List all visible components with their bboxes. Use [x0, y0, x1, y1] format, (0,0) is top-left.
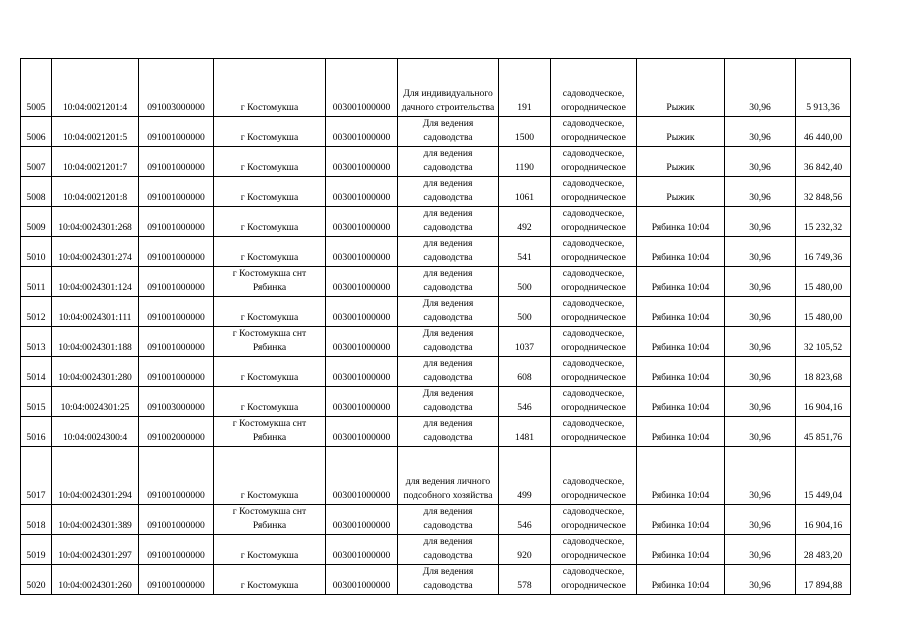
locality-cell: г Костомукша	[214, 147, 326, 177]
table-row	[21, 267, 851, 297]
okato-code-cell: 091003000000	[139, 59, 214, 117]
locality-cell: г Костомукша снт Рябинка	[214, 505, 326, 535]
cadastral-rate-cell: 30,96	[725, 357, 796, 387]
cadastral-rate-cell: 30,96	[725, 207, 796, 237]
address-cell: Рябинка 10:04	[637, 565, 725, 595]
cadastral-rate-cell: 30,96	[725, 267, 796, 297]
row-number-cell: 5016	[21, 417, 52, 447]
area-cell: 546	[499, 505, 551, 535]
cadastral-number-cell: 10:04:0021201:4	[52, 59, 139, 117]
table-row	[21, 177, 851, 207]
land-category-cell: садоводческое, огородническое	[551, 117, 637, 147]
cadastral-rate-cell: 30,96	[725, 297, 796, 327]
cadastral-number-cell: 10:04:0021201:5	[52, 117, 139, 147]
row-number-cell: 5005	[21, 59, 52, 117]
cadastral-cost-cell: 32 105,52	[796, 327, 851, 357]
okato-code-cell: 091001000000	[139, 535, 214, 565]
cadastral-cost-cell: 32 848,56	[796, 177, 851, 207]
permitted-use-cell: для ведения садоводства	[398, 147, 499, 177]
row-number-cell: 5010	[21, 237, 52, 267]
area-cell: 608	[499, 357, 551, 387]
okato-code-cell: 091001000000	[139, 147, 214, 177]
locality-cell: г Костомукша	[214, 59, 326, 117]
land-category-cell: садоводческое, огородническое	[551, 237, 637, 267]
locality-cell: г Костомукша	[214, 117, 326, 147]
cadastral-number-cell: 10:04:0024301:25	[52, 387, 139, 417]
cadastral-cost-cell: 18 823,68	[796, 357, 851, 387]
address-cell: Рыжик	[637, 59, 725, 117]
permitted-use-cell: Для ведения садоводства	[398, 297, 499, 327]
area-cell: 500	[499, 297, 551, 327]
table-row	[21, 117, 851, 147]
cadastral-number-cell: 10:04:0024300:4	[52, 417, 139, 447]
permitted-use-cell: для ведения садоводства	[398, 417, 499, 447]
table-row	[21, 327, 851, 357]
locality-cell: г Костомукша снт Рябинка	[214, 327, 326, 357]
oktmo-code-cell: 003001000000	[326, 387, 398, 417]
cadastral-number-cell: 10:04:0021201:8	[52, 177, 139, 207]
land-category-cell: садоводческое, огородническое	[551, 357, 637, 387]
land-category-cell: садоводческое, огородническое	[551, 147, 637, 177]
permitted-use-cell: для ведения личного подсобного хозяйства	[398, 447, 499, 505]
address-cell: Рыжик	[637, 117, 725, 147]
row-number-cell: 5009	[21, 207, 52, 237]
oktmo-code-cell: 003001000000	[326, 177, 398, 207]
cadastral-number-cell: 10:04:0024301:389	[52, 505, 139, 535]
okato-code-cell: 091003000000	[139, 387, 214, 417]
address-cell: Рыжик	[637, 177, 725, 207]
okato-code-cell: 091001000000	[139, 117, 214, 147]
cadastral-rate-cell: 30,96	[725, 237, 796, 267]
area-cell: 1190	[499, 147, 551, 177]
permitted-use-cell: Для ведения садоводства	[398, 387, 499, 417]
cadastral-cost-cell: 15 480,00	[796, 297, 851, 327]
address-cell: Рябинка 10:04	[637, 387, 725, 417]
address-cell: Рябинка 10:04	[637, 417, 725, 447]
oktmo-code-cell: 003001000000	[326, 207, 398, 237]
cadastral-rate-cell: 30,96	[725, 417, 796, 447]
permitted-use-cell: для ведения садоводства	[398, 267, 499, 297]
address-cell: Рябинка 10:04	[637, 535, 725, 565]
row-number-cell: 5006	[21, 117, 52, 147]
row-number-cell: 5015	[21, 387, 52, 417]
area-cell: 1500	[499, 117, 551, 147]
table-row	[21, 535, 851, 565]
land-category-cell: садоводческое, огородническое	[551, 387, 637, 417]
row-number-cell: 5020	[21, 565, 52, 595]
cadastral-cost-cell: 5 913,36	[796, 59, 851, 117]
table-row	[21, 207, 851, 237]
table-row	[21, 505, 851, 535]
oktmo-code-cell: 003001000000	[326, 237, 398, 267]
area-cell: 1481	[499, 417, 551, 447]
permitted-use-cell: Для ведения садоводства	[398, 327, 499, 357]
oktmo-code-cell: 003001000000	[326, 357, 398, 387]
cadastral-number-cell: 10:04:0024301:294	[52, 447, 139, 505]
oktmo-code-cell: 003001000000	[326, 535, 398, 565]
cadastral-cost-cell: 46 440,00	[796, 117, 851, 147]
table-row	[21, 147, 851, 177]
area-cell: 499	[499, 447, 551, 505]
okato-code-cell: 091002000000	[139, 417, 214, 447]
table-row	[21, 387, 851, 417]
area-cell: 191	[499, 59, 551, 117]
table-row	[21, 297, 851, 327]
okato-code-cell: 091001000000	[139, 505, 214, 535]
address-cell: Рябинка 10:04	[637, 327, 725, 357]
cadastral-rate-cell: 30,96	[725, 327, 796, 357]
permitted-use-cell: для ведения садоводства	[398, 207, 499, 237]
locality-cell: г Костомукша	[214, 535, 326, 565]
cadastral-cost-cell: 15 449,04	[796, 447, 851, 505]
address-cell: Рябинка 10:04	[637, 447, 725, 505]
land-category-cell: садоводческое, огородническое	[551, 59, 637, 117]
address-cell: Рябинка 10:04	[637, 357, 725, 387]
address-cell: Рябинка 10:04	[637, 237, 725, 267]
cadastral-cost-cell: 15 480,00	[796, 267, 851, 297]
locality-cell: г Костомукша	[214, 565, 326, 595]
oktmo-code-cell: 003001000000	[326, 447, 398, 505]
address-cell: Рябинка 10:04	[637, 297, 725, 327]
cadastral-rate-cell: 30,96	[725, 387, 796, 417]
table-row	[21, 447, 851, 505]
locality-cell: г Костомукша	[214, 207, 326, 237]
cadastral-rate-cell: 30,96	[725, 59, 796, 117]
area-cell: 541	[499, 237, 551, 267]
locality-cell: г Костомукша	[214, 237, 326, 267]
cadastral-cost-cell: 15 232,32	[796, 207, 851, 237]
oktmo-code-cell: 003001000000	[326, 59, 398, 117]
okato-code-cell: 091001000000	[139, 177, 214, 207]
area-cell: 920	[499, 535, 551, 565]
cadastral-cost-cell: 16 749,36	[796, 237, 851, 267]
table-row	[21, 565, 851, 595]
table-row	[21, 59, 851, 117]
cadastral-number-cell: 10:04:0024301:188	[52, 327, 139, 357]
address-cell: Рябинка 10:04	[637, 267, 725, 297]
permitted-use-cell: Для индивидуального дачного строительства	[398, 59, 499, 117]
area-cell: 546	[499, 387, 551, 417]
row-number-cell: 5012	[21, 297, 52, 327]
land-category-cell: садоводческое, огородническое	[551, 297, 637, 327]
table-body	[21, 59, 851, 595]
address-cell: Рыжик	[637, 147, 725, 177]
land-category-cell: садоводческое, огородническое	[551, 417, 637, 447]
land-category-cell: садоводческое, огородническое	[551, 207, 637, 237]
area-cell: 492	[499, 207, 551, 237]
cadastral-number-cell: 10:04:0024301:297	[52, 535, 139, 565]
land-category-cell: садоводческое, огородническое	[551, 327, 637, 357]
row-number-cell: 5008	[21, 177, 52, 207]
oktmo-code-cell: 003001000000	[326, 117, 398, 147]
area-cell: 1037	[499, 327, 551, 357]
cadastral-number-cell: 10:04:0024301:280	[52, 357, 139, 387]
oktmo-code-cell: 003001000000	[326, 417, 398, 447]
land-category-cell: садоводческое, огородническое	[551, 447, 637, 505]
oktmo-code-cell: 003001000000	[326, 147, 398, 177]
table-row	[21, 417, 851, 447]
land-plots-table	[20, 58, 851, 595]
cadastral-number-cell: 10:04:0024301:111	[52, 297, 139, 327]
locality-cell: г Костомукша	[214, 177, 326, 207]
permitted-use-cell: для ведения садоводства	[398, 237, 499, 267]
land-category-cell: садоводческое, огородническое	[551, 565, 637, 595]
permitted-use-cell: для ведения садоводства	[398, 177, 499, 207]
area-cell: 578	[499, 565, 551, 595]
cadastral-number-cell: 10:04:0021201:7	[52, 147, 139, 177]
cadastral-cost-cell: 16 904,16	[796, 387, 851, 417]
locality-cell: г Костомукша снт Рябинка	[214, 267, 326, 297]
permitted-use-cell: для ведения садоводства	[398, 535, 499, 565]
cadastral-cost-cell: 16 904,16	[796, 505, 851, 535]
locality-cell: г Костомукша снт Рябинка	[214, 417, 326, 447]
okato-code-cell: 091001000000	[139, 327, 214, 357]
cadastral-rate-cell: 30,96	[725, 535, 796, 565]
cadastral-cost-cell: 45 851,76	[796, 417, 851, 447]
oktmo-code-cell: 003001000000	[326, 267, 398, 297]
land-category-cell: садоводческое, огородническое	[551, 267, 637, 297]
row-number-cell: 5019	[21, 535, 52, 565]
cadastral-cost-cell: 28 483,20	[796, 535, 851, 565]
row-number-cell: 5007	[21, 147, 52, 177]
permitted-use-cell: для ведения садоводства	[398, 357, 499, 387]
table-row	[21, 357, 851, 387]
permitted-use-cell: Для ведения садоводства	[398, 117, 499, 147]
cadastral-number-cell: 10:04:0024301:268	[52, 207, 139, 237]
cadastral-number-cell: 10:04:0024301:260	[52, 565, 139, 595]
locality-cell: г Костомукша	[214, 357, 326, 387]
land-category-cell: садоводческое, огородническое	[551, 177, 637, 207]
okato-code-cell: 091001000000	[139, 357, 214, 387]
cadastral-rate-cell: 30,96	[725, 447, 796, 505]
cadastral-rate-cell: 30,96	[725, 117, 796, 147]
cadastral-rate-cell: 30,96	[725, 565, 796, 595]
land-category-cell: садоводческое, огородническое	[551, 535, 637, 565]
row-number-cell: 5014	[21, 357, 52, 387]
cadastral-rate-cell: 30,96	[725, 177, 796, 207]
okato-code-cell: 091001000000	[139, 297, 214, 327]
row-number-cell: 5013	[21, 327, 52, 357]
oktmo-code-cell: 003001000000	[326, 327, 398, 357]
row-number-cell: 5011	[21, 267, 52, 297]
locality-cell: г Костомукша	[214, 297, 326, 327]
okato-code-cell: 091001000000	[139, 237, 214, 267]
cadastral-cost-cell: 36 842,40	[796, 147, 851, 177]
permitted-use-cell: для ведения садоводства	[398, 505, 499, 535]
address-cell: Рябинка 10:04	[637, 505, 725, 535]
table-row	[21, 237, 851, 267]
okato-code-cell: 091001000000	[139, 267, 214, 297]
locality-cell: г Костомукша	[214, 447, 326, 505]
cadastral-cost-cell: 17 894,88	[796, 565, 851, 595]
okato-code-cell: 091001000000	[139, 207, 214, 237]
address-cell: Рябинка 10:04	[637, 207, 725, 237]
land-category-cell: садоводческое, огородническое	[551, 505, 637, 535]
row-number-cell: 5017	[21, 447, 52, 505]
cadastral-number-cell: 10:04:0024301:124	[52, 267, 139, 297]
area-cell: 1061	[499, 177, 551, 207]
oktmo-code-cell: 003001000000	[326, 505, 398, 535]
okato-code-cell: 091001000000	[139, 447, 214, 505]
oktmo-code-cell: 003001000000	[326, 565, 398, 595]
okato-code-cell: 091001000000	[139, 565, 214, 595]
locality-cell: г Костомукша	[214, 387, 326, 417]
permitted-use-cell: Для ведения садоводства	[398, 565, 499, 595]
area-cell: 500	[499, 267, 551, 297]
oktmo-code-cell: 003001000000	[326, 297, 398, 327]
row-number-cell: 5018	[21, 505, 52, 535]
cadastral-rate-cell: 30,96	[725, 505, 796, 535]
cadastral-rate-cell: 30,96	[725, 147, 796, 177]
cadastral-number-cell: 10:04:0024301:274	[52, 237, 139, 267]
